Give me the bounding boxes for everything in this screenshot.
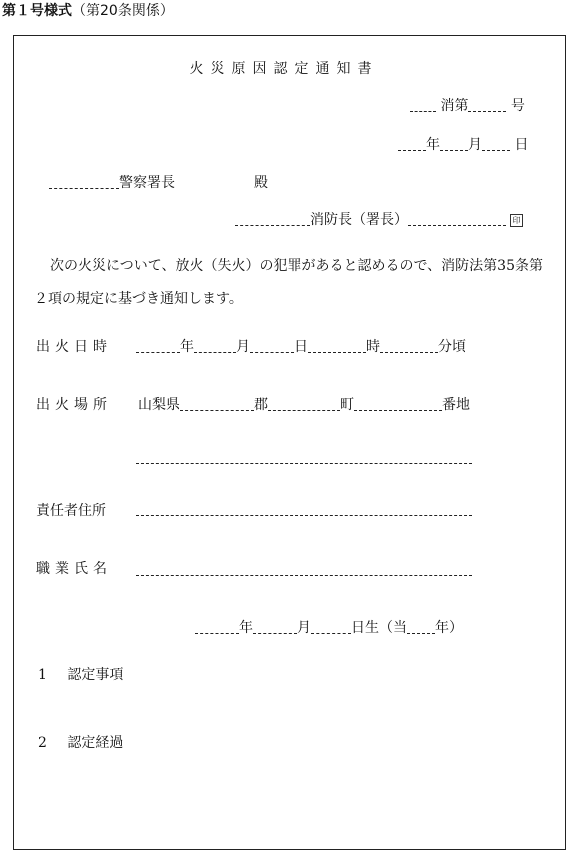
- fire-day-label: 日: [294, 339, 308, 355]
- town-blank[interactable]: [268, 398, 340, 411]
- document-title: 火災原因認定通知書: [189, 61, 379, 77]
- fire-year-blank[interactable]: [136, 340, 180, 353]
- birth-month-blank[interactable]: [253, 621, 297, 634]
- issue-year-blank[interactable]: [398, 138, 426, 151]
- item-number: 1: [38, 667, 47, 683]
- form-article-reference: （第20条関係）: [72, 3, 174, 19]
- occupation-name-field: [136, 562, 472, 578]
- age-label: 年）: [435, 620, 463, 636]
- occupation-name-blank[interactable]: [136, 563, 472, 576]
- responsible-address-field: [136, 502, 472, 518]
- item-label: 認定経過: [67, 735, 124, 751]
- birth-day-label: 日生（当: [351, 620, 407, 636]
- fire-place-continuation: [136, 450, 472, 466]
- fire-minute-blank[interactable]: [380, 340, 438, 353]
- birth-year-blank[interactable]: [195, 621, 239, 634]
- form-number: 第１号様式: [2, 3, 72, 19]
- county-blank[interactable]: [180, 398, 254, 411]
- number-blank[interactable]: [468, 99, 506, 112]
- responsible-address-label: 責任者住所: [36, 503, 106, 519]
- town-label: 町: [340, 397, 354, 413]
- birth-month-label: 月: [297, 620, 311, 636]
- fire-place-extra-blank[interactable]: [136, 451, 472, 464]
- item-certification-process: [38, 732, 123, 752]
- fire-year-label: 年: [180, 339, 194, 355]
- county-label: 郡: [254, 397, 268, 413]
- item-label: 認定事項: [67, 667, 124, 683]
- birth-year-label: 年: [239, 620, 253, 636]
- birth-day-blank[interactable]: [311, 621, 351, 634]
- fire-datetime-label: 出火日時: [36, 339, 112, 355]
- fire-month-label: 月: [236, 339, 250, 355]
- police-station-blank[interactable]: [49, 176, 119, 189]
- fire-hour-label: 時: [366, 339, 380, 355]
- issue-month-blank[interactable]: [440, 138, 468, 151]
- notice-body-line-2: ２項の規定に基づき通知します。: [34, 291, 243, 307]
- issue-day-blank[interactable]: [482, 138, 510, 151]
- fire-place-fields: [138, 394, 470, 414]
- occupation-name-label: 職業氏名: [36, 561, 112, 577]
- police-chief-label: 警察署長: [119, 175, 175, 191]
- notice-body-line-1: 次の火災について、放火（失火）の犯罪があると認めるので、消防法第35条第: [50, 258, 543, 274]
- number-suffix-label: 号: [510, 98, 525, 114]
- fire-datetime-fields: [136, 336, 466, 356]
- fire-chief-label: 消防長（署長）: [310, 212, 408, 228]
- birth-date-line: [195, 617, 463, 637]
- issue-year-label: 年: [426, 137, 440, 153]
- issue-date-line: [398, 134, 528, 154]
- age-blank[interactable]: [407, 621, 435, 634]
- honorific: 殿: [254, 175, 268, 191]
- issue-month-label: 月: [468, 137, 482, 153]
- number-prefix-blank[interactable]: [410, 99, 436, 112]
- item-certified-matters: [38, 664, 123, 684]
- sender-line: [235, 209, 523, 229]
- seal-mark: 印: [510, 214, 523, 227]
- form-number-heading: [2, 0, 174, 20]
- responsible-address-blank[interactable]: [136, 503, 472, 516]
- lot-label: 番地: [442, 397, 470, 413]
- fire-minute-label: 分頃: [438, 339, 466, 355]
- fire-dept-blank[interactable]: [235, 213, 310, 226]
- number-prefix-label: 消第: [440, 98, 469, 114]
- fire-place-label: 出火場所: [36, 397, 112, 413]
- document-number-line: [410, 95, 525, 115]
- form-frame: [13, 35, 566, 850]
- item-number: 2: [38, 735, 47, 751]
- fire-month-blank[interactable]: [194, 340, 236, 353]
- lot-blank[interactable]: [354, 398, 442, 411]
- fire-hour-blank[interactable]: [308, 340, 366, 353]
- fire-day-blank[interactable]: [250, 340, 294, 353]
- fire-chief-name-blank[interactable]: [408, 213, 506, 226]
- prefecture-label: 山梨県: [138, 397, 180, 413]
- addressee-line: [49, 172, 175, 192]
- issue-day-label: 日: [514, 137, 529, 153]
